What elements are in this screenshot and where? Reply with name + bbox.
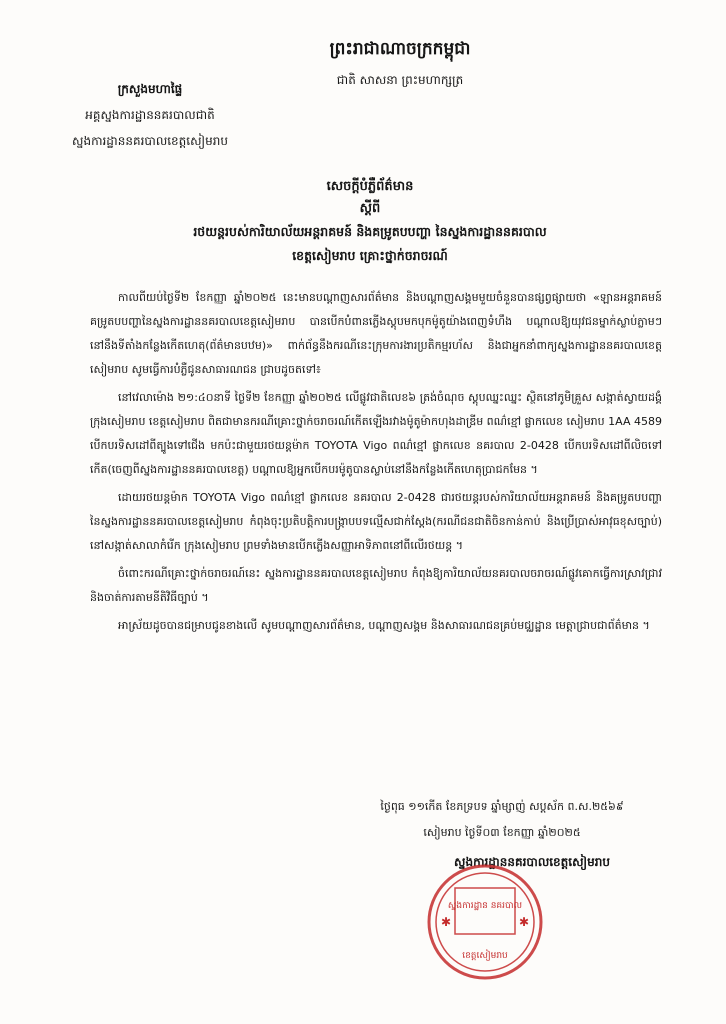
title-subject-line-1: រថយន្តរបស់ការិយាល័យអន្តរាគមន៍ និងគម្រូតបបញ្ហា នៃស្នងការដ្ឋាននគរបាល bbox=[193, 224, 547, 239]
document-body bbox=[90, 286, 662, 642]
national-motto: ជាតិ សាសនា ព្រះមហាក្សត្រ bbox=[336, 73, 464, 87]
kingdom-heading: ព្រះរាជាណាចក្រកម្ពុជា bbox=[329, 39, 471, 59]
issuing-authority bbox=[30, 76, 270, 154]
seal-bottom-text: ខេត្តសៀមរាប bbox=[462, 951, 508, 961]
title-regarding: ស្តីពី bbox=[359, 201, 381, 216]
solar-date: សៀមរាប ថ្ងៃទី០៣ ខែកញ្ញា ឆ្នាំ២០២៥ bbox=[423, 826, 581, 839]
paragraph-5: អាស្រ័យដូចបានជម្រាបជូនខាងលើ សូមបណ្តាញសារព័ត៌មាន, បណ្តាញសង្គម និងសាធារណជនគ្រប់មជ្ឈដ្ឋាន មេត្តាជ្រាបជាព័ត៌មាន ។ bbox=[118, 619, 650, 632]
lunar-date: ថ្ងៃពុធ ១១កើត ខែភទ្របទ ឆ្នាំម្សាញ់ សប្តស័ក ព.ស.២៥៦៩ bbox=[380, 800, 624, 813]
document-title: សេចក្តីបំភ្លឺព័ត៌មាន bbox=[326, 179, 414, 194]
paragraph-1: កាលពីយប់ថ្ងៃទី២ ខែកញ្ញា ឆ្នាំ២០២៥ នេះមានបណ្តាញសារព័ត៌មាន និងបណ្តាញសង្គមមួយចំនួនបានផ្សព្វផ្សាយថា «ឡានអន្តរាគមន៍គម្រូតបបញ្ហានៃស្នងការដ្ឋាននគរបាលខេត្តសៀមរាប បានបើកបំពានភ្លើងស្តុបមកបុកម៉ូតូយ៉ាងពេញទំហឹង បណ្តាលឱ្យយុវជនម្នាក់ស្លាប់ភ្លាមៗនៅនឹងទីតាំងកន្លែងកើតហេតុ(ព័ត៌មានបឋម)» ពាក់ព័ន្ធនឹងករណីនេះក្រុមការងារប្រតិកម្មរហ័ស និងជាអ្នកនាំពាក្យស្នងការដ្ឋាននគរបាលខេត្តសៀមរាប សូមធ្វើការបំភ្លឺជូនសាធារណជន ជ្រាបដូចតទៅ៖ bbox=[90, 291, 662, 376]
ministry-name: ក្រសួងមហាផ្ទៃ bbox=[117, 82, 183, 96]
paragraph-2: នៅវេលាម៉ោង ២១:៤០នាទី ថ្ងៃទី២ ខែកញ្ញា ឆ្នាំ២០២៥ លើផ្លូវជាតិលេខ៦ ត្រង់ចំណុច ស្តុបឈ្នះឈ្នះ ស្ថិតនៅភូមិគ្រួស សង្កាត់ស្វាយដង្គំ ក្រុងសៀមរាប ខេត្តសៀមរាប ពិតជាមានករណីគ្រោះថ្នាក់ចរាចរណ៍កើតឡើងរវាងម៉ូតូម៉ាកហុងដាឌ្រីម ពណ៌ខ្មៅ ផ្លាកលេខ សៀមរាប 1AA 4589 បើកបរទិសដៅពីត្បូងទៅជើង មកប៉ះជាមួយរថយន្តម៉ាក TOYOTA Vigo ពណ៌ខ្មៅ ផ្លាកលេខ នគរបាល 2-0428 បើកបរទិសដៅពីលិចទៅកើត(ចេញពីស្នងការដ្ឋាននគរបាលខេត្ត) បណ្តាលឱ្យអ្នកបើកបរម៉ូតូបានស្លាប់នៅនឹងកន្លែងកើតហេតុប្រាជកមែន ។ bbox=[90, 391, 662, 476]
provincial-commissariat-name: ស្នងការដ្ឋាននគរបាលខេត្តសៀមរាប bbox=[72, 134, 228, 148]
general-commissariat-name: អគ្គស្នងការដ្ឋាននគរបាលជាតិ bbox=[85, 108, 215, 122]
signer-name: ស្នងការដ្ឋាននគរបាលខេត្តសៀមរាប bbox=[454, 855, 610, 869]
seal-inner-text: ស្នងការដ្ឋាន នគរបាល bbox=[447, 901, 523, 911]
paragraph-4: ចំពោះករណីគ្រោះថ្នាក់ចរាចរណ៍នេះ ស្នងការដ្ឋាននគរបាលខេត្តសៀមរាប កំពុងឱ្យការិយាល័យនគរបាលចរាចរណ៍ផ្លូវគោកធ្វើការស្រាវជ្រាវ និងចាត់ការតាមនីតិវិធីច្បាប់ ។ bbox=[90, 567, 662, 604]
seal-star-right-icon: ✱ bbox=[519, 915, 530, 929]
seal-star-left-icon: ✱ bbox=[441, 915, 452, 929]
title-subject-line-2: ខេត្តសៀមរាប គ្រោះថ្នាក់ចរាចរណ៍ bbox=[292, 248, 448, 263]
paragraph-3: ដោយរថយន្តម៉ាក TOYOTA Vigo ពណ៌ខ្មៅ ផ្លាកលេខ នគរបាល 2-0428 ជារថយន្តរបស់ការិយាល័យអន្តរាគមន៍ និងគម្រូតបបញ្ហា នៃស្នងការដ្ឋាននគរបាលខេត្តសៀមរាប កំពុងចុះប្រតិបត្តិការបង្ក្រាបបទល្មើសជាក់ស្តែង(ករណីជនជាតិចិនកាន់កាប់ និងប្រើប្រាស់អាវុធខុសច្បាប់) នៅសង្កាត់សាលាកំរើក ក្រុងសៀមរាប ព្រមទាំងមានបើកភ្លើងសញ្ញាអាទិភាពនៅពីលើរថយន្ត ។ bbox=[90, 491, 662, 552]
official-seal bbox=[425, 862, 545, 982]
